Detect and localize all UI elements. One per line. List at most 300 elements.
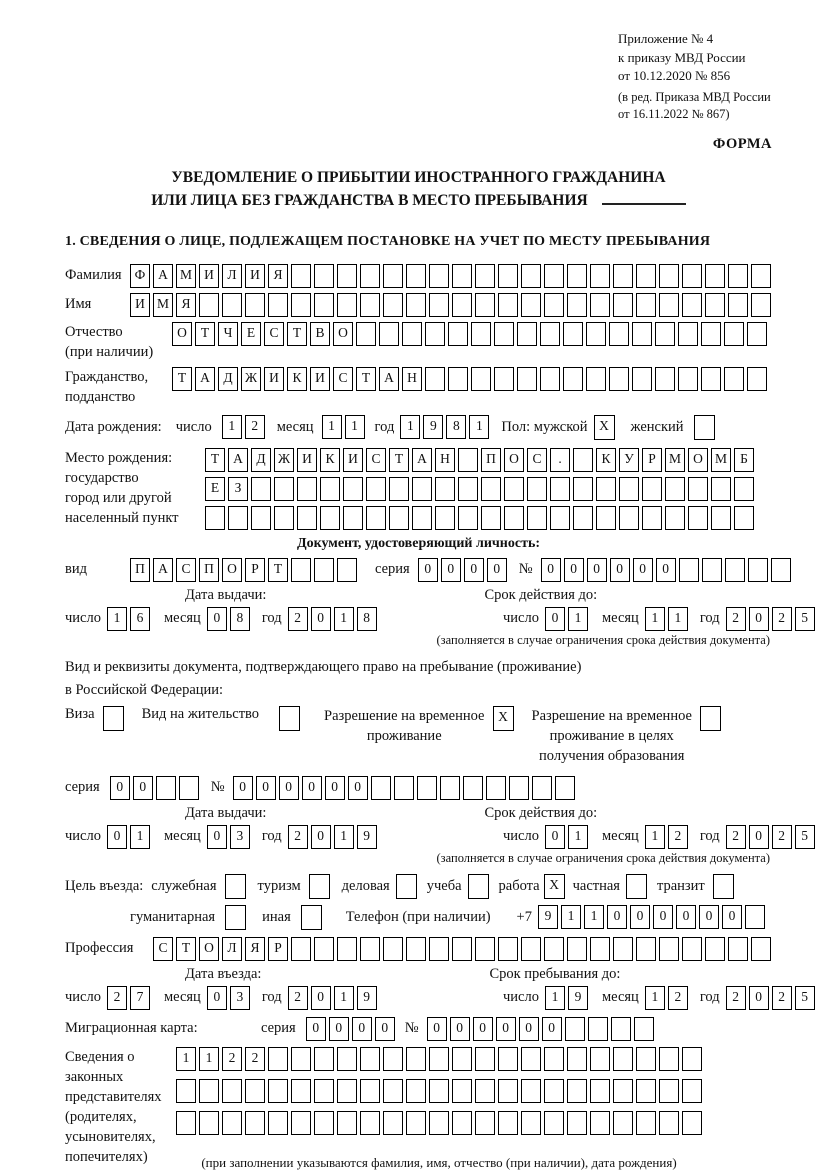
cell[interactable]: 8 — [446, 415, 466, 439]
birth-year-cells[interactable] — [400, 415, 489, 439]
cell[interactable]: 0 — [256, 776, 276, 800]
cell[interactable]: А — [228, 448, 248, 472]
cell[interactable] — [544, 1111, 564, 1135]
cell[interactable]: О — [504, 448, 524, 472]
cell[interactable] — [609, 367, 629, 391]
cell[interactable]: 0 — [311, 986, 331, 1010]
cell[interactable] — [314, 937, 334, 961]
cell[interactable]: С — [176, 558, 196, 582]
cell[interactable] — [458, 477, 478, 501]
residence-permit-checkbox[interactable] — [279, 706, 300, 731]
cell[interactable]: 1 — [334, 607, 354, 631]
cell[interactable] — [655, 322, 675, 346]
birth-month-cells[interactable] — [322, 415, 365, 439]
cell[interactable]: 0 — [630, 905, 650, 929]
cell[interactable] — [748, 558, 768, 582]
cell[interactable]: 1 — [568, 825, 588, 849]
cell[interactable] — [527, 477, 547, 501]
cell[interactable] — [199, 293, 219, 317]
cell[interactable]: 3 — [230, 986, 250, 1010]
cell[interactable] — [682, 1047, 702, 1071]
cell[interactable] — [688, 506, 708, 530]
cell[interactable] — [156, 776, 176, 800]
cell[interactable]: 0 — [348, 776, 368, 800]
cell[interactable] — [688, 477, 708, 501]
cell[interactable] — [337, 1047, 357, 1071]
cell[interactable] — [383, 1079, 403, 1103]
cell[interactable] — [268, 1111, 288, 1135]
profession-cells[interactable] — [153, 937, 771, 961]
cell[interactable] — [636, 1111, 656, 1135]
cell[interactable] — [279, 706, 300, 731]
cell[interactable]: 2 — [668, 825, 688, 849]
cell[interactable] — [360, 293, 380, 317]
cell[interactable]: 2 — [772, 607, 792, 631]
cell[interactable] — [521, 937, 541, 961]
cell[interactable] — [586, 367, 606, 391]
cell[interactable] — [383, 264, 403, 288]
cell[interactable]: Т — [268, 558, 288, 582]
id-valid-month-cells[interactable] — [645, 607, 688, 631]
cell[interactable]: Б — [734, 448, 754, 472]
checkbox-work[interactable] — [544, 874, 565, 899]
cell[interactable] — [659, 264, 679, 288]
cell[interactable] — [724, 322, 744, 346]
cell[interactable] — [435, 506, 455, 530]
cell[interactable] — [291, 293, 311, 317]
cell[interactable] — [406, 1079, 426, 1103]
cell[interactable] — [458, 448, 478, 472]
id-kind-cells[interactable] — [130, 558, 357, 582]
cell[interactable] — [702, 558, 722, 582]
cell[interactable] — [747, 367, 767, 391]
cell[interactable] — [225, 874, 246, 899]
id-issue-day-cells[interactable] — [107, 607, 150, 631]
cell[interactable] — [179, 776, 199, 800]
cell[interactable] — [481, 477, 501, 501]
cell[interactable]: Р — [245, 558, 265, 582]
cell[interactable] — [590, 264, 610, 288]
cell[interactable] — [494, 322, 514, 346]
cell[interactable]: 0 — [653, 905, 673, 929]
cell[interactable] — [682, 1079, 702, 1103]
cell[interactable] — [728, 293, 748, 317]
cell[interactable] — [320, 477, 340, 501]
cell[interactable] — [573, 477, 593, 501]
cell[interactable] — [679, 558, 699, 582]
cell[interactable]: 0 — [722, 905, 742, 929]
cell[interactable] — [745, 905, 765, 929]
cell[interactable] — [613, 1111, 633, 1135]
cell[interactable] — [429, 264, 449, 288]
cell[interactable] — [532, 776, 552, 800]
cell[interactable]: 3 — [230, 825, 250, 849]
cell[interactable]: 0 — [610, 558, 630, 582]
cell[interactable]: П — [199, 558, 219, 582]
cell[interactable]: 0 — [487, 558, 507, 582]
id-issue-month-cells[interactable] — [207, 607, 250, 631]
cell[interactable] — [567, 937, 587, 961]
cell[interactable] — [771, 558, 791, 582]
birthplace-cells-row2[interactable] — [205, 477, 754, 501]
cell[interactable]: 0 — [107, 825, 127, 849]
cell[interactable] — [468, 874, 489, 899]
cell[interactable] — [619, 477, 639, 501]
stay-number-cells[interactable] — [233, 776, 575, 800]
cell[interactable] — [642, 477, 662, 501]
cell[interactable] — [314, 264, 334, 288]
checkbox-humanitarian[interactable] — [225, 905, 246, 930]
cell[interactable] — [521, 1047, 541, 1071]
cell[interactable]: А — [412, 448, 432, 472]
cell[interactable] — [634, 1017, 654, 1041]
entry-month-cells[interactable] — [207, 986, 250, 1010]
cell[interactable] — [406, 1047, 426, 1071]
cell[interactable] — [429, 293, 449, 317]
cell[interactable] — [573, 448, 593, 472]
cell[interactable]: Д — [218, 367, 238, 391]
cell[interactable] — [429, 1079, 449, 1103]
cell[interactable]: 0 — [587, 558, 607, 582]
cell[interactable]: М — [665, 448, 685, 472]
cell[interactable] — [481, 506, 501, 530]
cell[interactable]: 1 — [345, 415, 365, 439]
cell[interactable] — [590, 937, 610, 961]
cell[interactable] — [406, 264, 426, 288]
cell[interactable]: С — [153, 937, 173, 961]
cell[interactable]: М — [711, 448, 731, 472]
cell[interactable]: И — [130, 293, 150, 317]
cell[interactable] — [337, 558, 357, 582]
representatives-cells-row3[interactable] — [176, 1111, 702, 1135]
cell[interactable] — [475, 293, 495, 317]
cell[interactable] — [337, 264, 357, 288]
cell[interactable]: И — [264, 367, 284, 391]
stay-valid-day-cells[interactable] — [545, 825, 588, 849]
cell[interactable]: 0 — [441, 558, 461, 582]
cell[interactable]: Т — [195, 322, 215, 346]
cell[interactable] — [613, 264, 633, 288]
cell[interactable]: 2 — [726, 986, 746, 1010]
birthplace-cells-row3[interactable] — [205, 506, 754, 530]
cell[interactable] — [636, 1079, 656, 1103]
cell[interactable] — [521, 264, 541, 288]
cell[interactable]: Ч — [218, 322, 238, 346]
cell[interactable] — [613, 1079, 633, 1103]
cell[interactable]: 0 — [207, 986, 227, 1010]
representatives-cells-row1[interactable] — [176, 1047, 702, 1071]
cell[interactable] — [734, 506, 754, 530]
id-number-cells[interactable] — [541, 558, 791, 582]
cell[interactable] — [463, 776, 483, 800]
cell[interactable] — [728, 937, 748, 961]
cell[interactable]: 0 — [302, 776, 322, 800]
cell[interactable]: 0 — [233, 776, 253, 800]
cell[interactable] — [504, 477, 524, 501]
cell[interactable]: 9 — [357, 825, 377, 849]
cell[interactable] — [498, 1047, 518, 1071]
cell[interactable]: С — [527, 448, 547, 472]
cell[interactable]: 1 — [568, 607, 588, 631]
cell[interactable] — [417, 776, 437, 800]
cell[interactable]: 1 — [130, 825, 150, 849]
cell[interactable] — [563, 367, 583, 391]
cell[interactable] — [567, 1047, 587, 1071]
cell[interactable]: 2 — [107, 986, 127, 1010]
cell[interactable] — [268, 1047, 288, 1071]
cell[interactable] — [694, 415, 715, 440]
cell[interactable] — [636, 264, 656, 288]
cell[interactable]: 0 — [311, 607, 331, 631]
cell[interactable] — [176, 1079, 196, 1103]
cell[interactable] — [544, 1079, 564, 1103]
cell[interactable] — [494, 367, 514, 391]
cell[interactable] — [429, 937, 449, 961]
cell[interactable] — [711, 477, 731, 501]
cell[interactable] — [406, 293, 426, 317]
cell[interactable]: О — [172, 322, 192, 346]
birthplace-cells-row1[interactable] — [205, 448, 754, 472]
entry-year-cells[interactable] — [288, 986, 377, 1010]
cell[interactable] — [452, 293, 472, 317]
cell[interactable]: 1 — [545, 986, 565, 1010]
cell[interactable] — [309, 874, 330, 899]
cell[interactable]: 2 — [726, 825, 746, 849]
cell[interactable] — [565, 1017, 585, 1041]
citizenship-cells[interactable] — [172, 367, 767, 391]
cell[interactable]: 0 — [110, 776, 130, 800]
cell[interactable] — [521, 1111, 541, 1135]
cell[interactable]: Т — [356, 367, 376, 391]
cell[interactable] — [225, 905, 246, 930]
cell[interactable] — [751, 264, 771, 288]
cell[interactable] — [705, 293, 725, 317]
cell[interactable] — [314, 1047, 334, 1071]
cell[interactable] — [475, 1079, 495, 1103]
cell[interactable] — [636, 293, 656, 317]
temp-residence-edu-checkbox[interactable] — [700, 706, 721, 731]
cell[interactable] — [588, 1017, 608, 1041]
cell[interactable]: И — [199, 264, 219, 288]
cell[interactable] — [521, 293, 541, 317]
cell[interactable] — [498, 1111, 518, 1135]
cell[interactable] — [268, 293, 288, 317]
cell[interactable] — [297, 477, 317, 501]
cell[interactable]: 0 — [473, 1017, 493, 1041]
cell[interactable] — [245, 293, 265, 317]
cell[interactable] — [396, 874, 417, 899]
cell[interactable] — [613, 937, 633, 961]
cell[interactable] — [425, 322, 445, 346]
cell[interactable]: 0 — [496, 1017, 516, 1041]
cell[interactable] — [713, 874, 734, 899]
cell[interactable] — [389, 477, 409, 501]
cell[interactable] — [678, 322, 698, 346]
cell[interactable] — [544, 293, 564, 317]
cell[interactable] — [452, 1047, 472, 1071]
cell[interactable]: П — [481, 448, 501, 472]
cell[interactable] — [636, 937, 656, 961]
cell[interactable] — [747, 322, 767, 346]
cell[interactable]: Т — [287, 322, 307, 346]
cell[interactable]: 5 — [795, 986, 815, 1010]
cell[interactable] — [301, 905, 322, 930]
cell[interactable] — [682, 293, 702, 317]
cell[interactable] — [665, 477, 685, 501]
until-month-cells[interactable] — [645, 986, 688, 1010]
cell[interactable] — [626, 874, 647, 899]
cell[interactable] — [678, 367, 698, 391]
cell[interactable] — [517, 322, 537, 346]
cell[interactable] — [429, 1047, 449, 1071]
cell[interactable]: Я — [268, 264, 288, 288]
representatives-cells-row2[interactable] — [176, 1079, 702, 1103]
cell[interactable]: 0 — [352, 1017, 372, 1041]
cell[interactable]: 0 — [749, 986, 769, 1010]
cell[interactable] — [632, 367, 652, 391]
cell[interactable] — [586, 322, 606, 346]
cell[interactable]: 1 — [561, 905, 581, 929]
cell[interactable]: 0 — [749, 825, 769, 849]
cell[interactable]: 2 — [288, 607, 308, 631]
temp-residence-checkbox[interactable] — [493, 706, 514, 731]
cell[interactable] — [475, 264, 495, 288]
id-valid-day-cells[interactable] — [545, 607, 588, 631]
cell[interactable] — [452, 1079, 472, 1103]
cell[interactable] — [412, 477, 432, 501]
cell[interactable]: 8 — [230, 607, 250, 631]
cell[interactable] — [448, 322, 468, 346]
cell[interactable] — [567, 1079, 587, 1103]
cell[interactable]: 0 — [325, 776, 345, 800]
cell[interactable] — [705, 264, 725, 288]
cell[interactable] — [291, 1047, 311, 1071]
cell[interactable]: У — [619, 448, 639, 472]
cell[interactable] — [573, 506, 593, 530]
cell[interactable]: 1 — [668, 607, 688, 631]
cell[interactable]: А — [153, 264, 173, 288]
cell[interactable]: 5 — [795, 607, 815, 631]
cell[interactable] — [103, 706, 124, 731]
cell[interactable] — [343, 506, 363, 530]
cell[interactable]: X — [544, 874, 565, 899]
cell[interactable]: 0 — [545, 825, 565, 849]
cell[interactable]: 6 — [130, 607, 150, 631]
cell[interactable] — [199, 1111, 219, 1135]
cell[interactable] — [498, 1079, 518, 1103]
cell[interactable] — [611, 1017, 631, 1041]
cell[interactable] — [274, 506, 294, 530]
cell[interactable]: 0 — [329, 1017, 349, 1041]
cell[interactable]: З — [228, 477, 248, 501]
cell[interactable]: Р — [642, 448, 662, 472]
cell[interactable]: 0 — [311, 825, 331, 849]
cell[interactable]: 2 — [222, 1047, 242, 1071]
cell[interactable]: 9 — [423, 415, 443, 439]
cell[interactable] — [291, 264, 311, 288]
cell[interactable] — [682, 1111, 702, 1135]
mc-series-cells[interactable] — [306, 1017, 395, 1041]
cell[interactable]: 1 — [322, 415, 342, 439]
cell[interactable] — [475, 937, 495, 961]
until-day-cells[interactable] — [545, 986, 588, 1010]
id-valid-year-cells[interactable] — [726, 607, 815, 631]
cell[interactable] — [527, 506, 547, 530]
cell[interactable]: Н — [435, 448, 455, 472]
cell[interactable]: К — [287, 367, 307, 391]
cell[interactable]: . — [550, 448, 570, 472]
checkbox-commercial[interactable] — [396, 874, 417, 899]
cell[interactable] — [297, 506, 317, 530]
cell[interactable] — [425, 367, 445, 391]
cell[interactable]: 1 — [400, 415, 420, 439]
cell[interactable]: Л — [222, 264, 242, 288]
cell[interactable] — [406, 937, 426, 961]
cell[interactable]: 0 — [450, 1017, 470, 1041]
cell[interactable]: Я — [245, 937, 265, 961]
cell[interactable] — [205, 506, 225, 530]
cell[interactable] — [682, 937, 702, 961]
cell[interactable] — [228, 506, 248, 530]
cell[interactable]: С — [264, 322, 284, 346]
cell[interactable]: 0 — [464, 558, 484, 582]
cell[interactable] — [682, 264, 702, 288]
cell[interactable] — [383, 293, 403, 317]
cell[interactable] — [725, 558, 745, 582]
cell[interactable] — [486, 776, 506, 800]
cell[interactable] — [701, 322, 721, 346]
phone-cells[interactable] — [538, 905, 765, 929]
until-year-cells[interactable] — [726, 986, 815, 1010]
cell[interactable] — [314, 1079, 334, 1103]
cell[interactable] — [176, 1111, 196, 1135]
cell[interactable]: И — [245, 264, 265, 288]
cell[interactable] — [406, 1111, 426, 1135]
cell[interactable] — [222, 1111, 242, 1135]
cell[interactable]: 0 — [541, 558, 561, 582]
cell[interactable]: К — [596, 448, 616, 472]
cell[interactable]: 2 — [288, 825, 308, 849]
cell[interactable] — [596, 477, 616, 501]
cell[interactable]: 1 — [469, 415, 489, 439]
cell[interactable]: К — [320, 448, 340, 472]
cell[interactable] — [337, 293, 357, 317]
cell[interactable] — [314, 1111, 334, 1135]
stay-issue-month-cells[interactable] — [207, 825, 250, 849]
cell[interactable] — [356, 322, 376, 346]
cell[interactable]: 0 — [633, 558, 653, 582]
surname-cells[interactable] — [130, 264, 771, 288]
cell[interactable] — [291, 1079, 311, 1103]
cell[interactable] — [659, 937, 679, 961]
cell[interactable]: 0 — [306, 1017, 326, 1041]
cell[interactable]: 0 — [133, 776, 153, 800]
cell[interactable]: X — [493, 706, 514, 731]
cell[interactable] — [379, 322, 399, 346]
cell[interactable]: А — [153, 558, 173, 582]
cell[interactable] — [665, 506, 685, 530]
cell[interactable] — [642, 506, 662, 530]
cell[interactable] — [291, 558, 311, 582]
cell[interactable]: 1 — [199, 1047, 219, 1071]
stay-issue-year-cells[interactable] — [288, 825, 377, 849]
cell[interactable]: 2 — [772, 986, 792, 1010]
cell[interactable]: 2 — [726, 607, 746, 631]
cell[interactable] — [521, 1079, 541, 1103]
cell[interactable] — [700, 706, 721, 731]
cell[interactable] — [452, 264, 472, 288]
cell[interactable] — [751, 293, 771, 317]
